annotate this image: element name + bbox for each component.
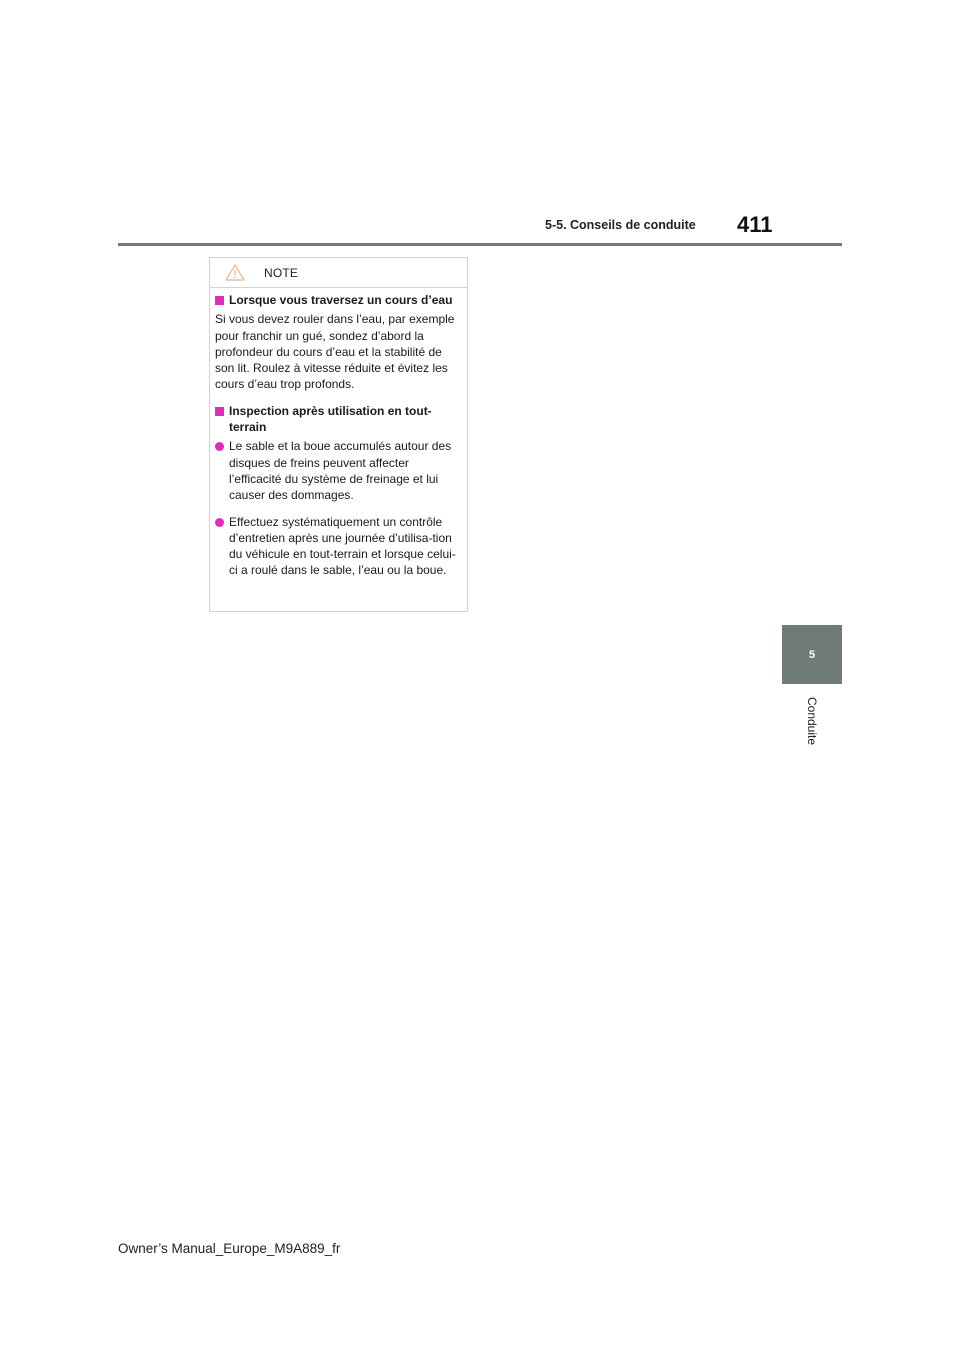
section-heading-text: Lorsque vous traversez un cours d’eau — [229, 293, 453, 307]
square-bullet-icon — [215, 407, 224, 416]
section-paragraph: Si vous devez rouler dans l’eau, par exemple pour franchir un gué, sondez d’abord la profondeur du cours d’eau et la stabilité de son lit. Roulez à vitesse réduite et évitez les cours d’eau trop profonds. — [215, 312, 455, 392]
bullet-text: Le sable et la boue accumulés autour des disques de freins peuvent affecter l’efficacité du système de freinage et lui causer des dommages. — [229, 439, 452, 503]
bullet-text: Effectuez systématiquement un contrôle d’entretien après une journée d’utilisa-tion du véhicule en tout-terrain et lorsque celui-ci a roulé dans le sable, l’eau ou la boue. — [229, 514, 456, 578]
warning-triangle-icon — [225, 264, 245, 281]
square-bullet-icon — [215, 296, 224, 305]
footer-text: Owner’s Manual_Europe_M9A889_fr — [118, 1241, 341, 1256]
round-bullet-icon — [215, 518, 224, 527]
section-heading — [215, 292, 463, 308]
note-title: NOTE — [264, 265, 299, 280]
page-number: 411 — [737, 212, 773, 237]
chapter-label: Conduite — [805, 696, 819, 746]
note-body — [210, 288, 467, 579]
section-heading-text: Inspection après utilisation en tout-terrain — [229, 403, 432, 435]
chapter-number: 5 — [808, 648, 816, 661]
note-box — [209, 257, 468, 612]
bullet-item — [215, 438, 463, 503]
bullet-item — [215, 514, 463, 579]
chapter-tab — [782, 625, 842, 684]
note-header — [210, 258, 467, 288]
round-bullet-icon — [215, 442, 224, 451]
section-heading — [215, 403, 463, 436]
section-header: 5-5. Conseils de conduite — [545, 218, 696, 232]
header-rule — [118, 243, 842, 246]
